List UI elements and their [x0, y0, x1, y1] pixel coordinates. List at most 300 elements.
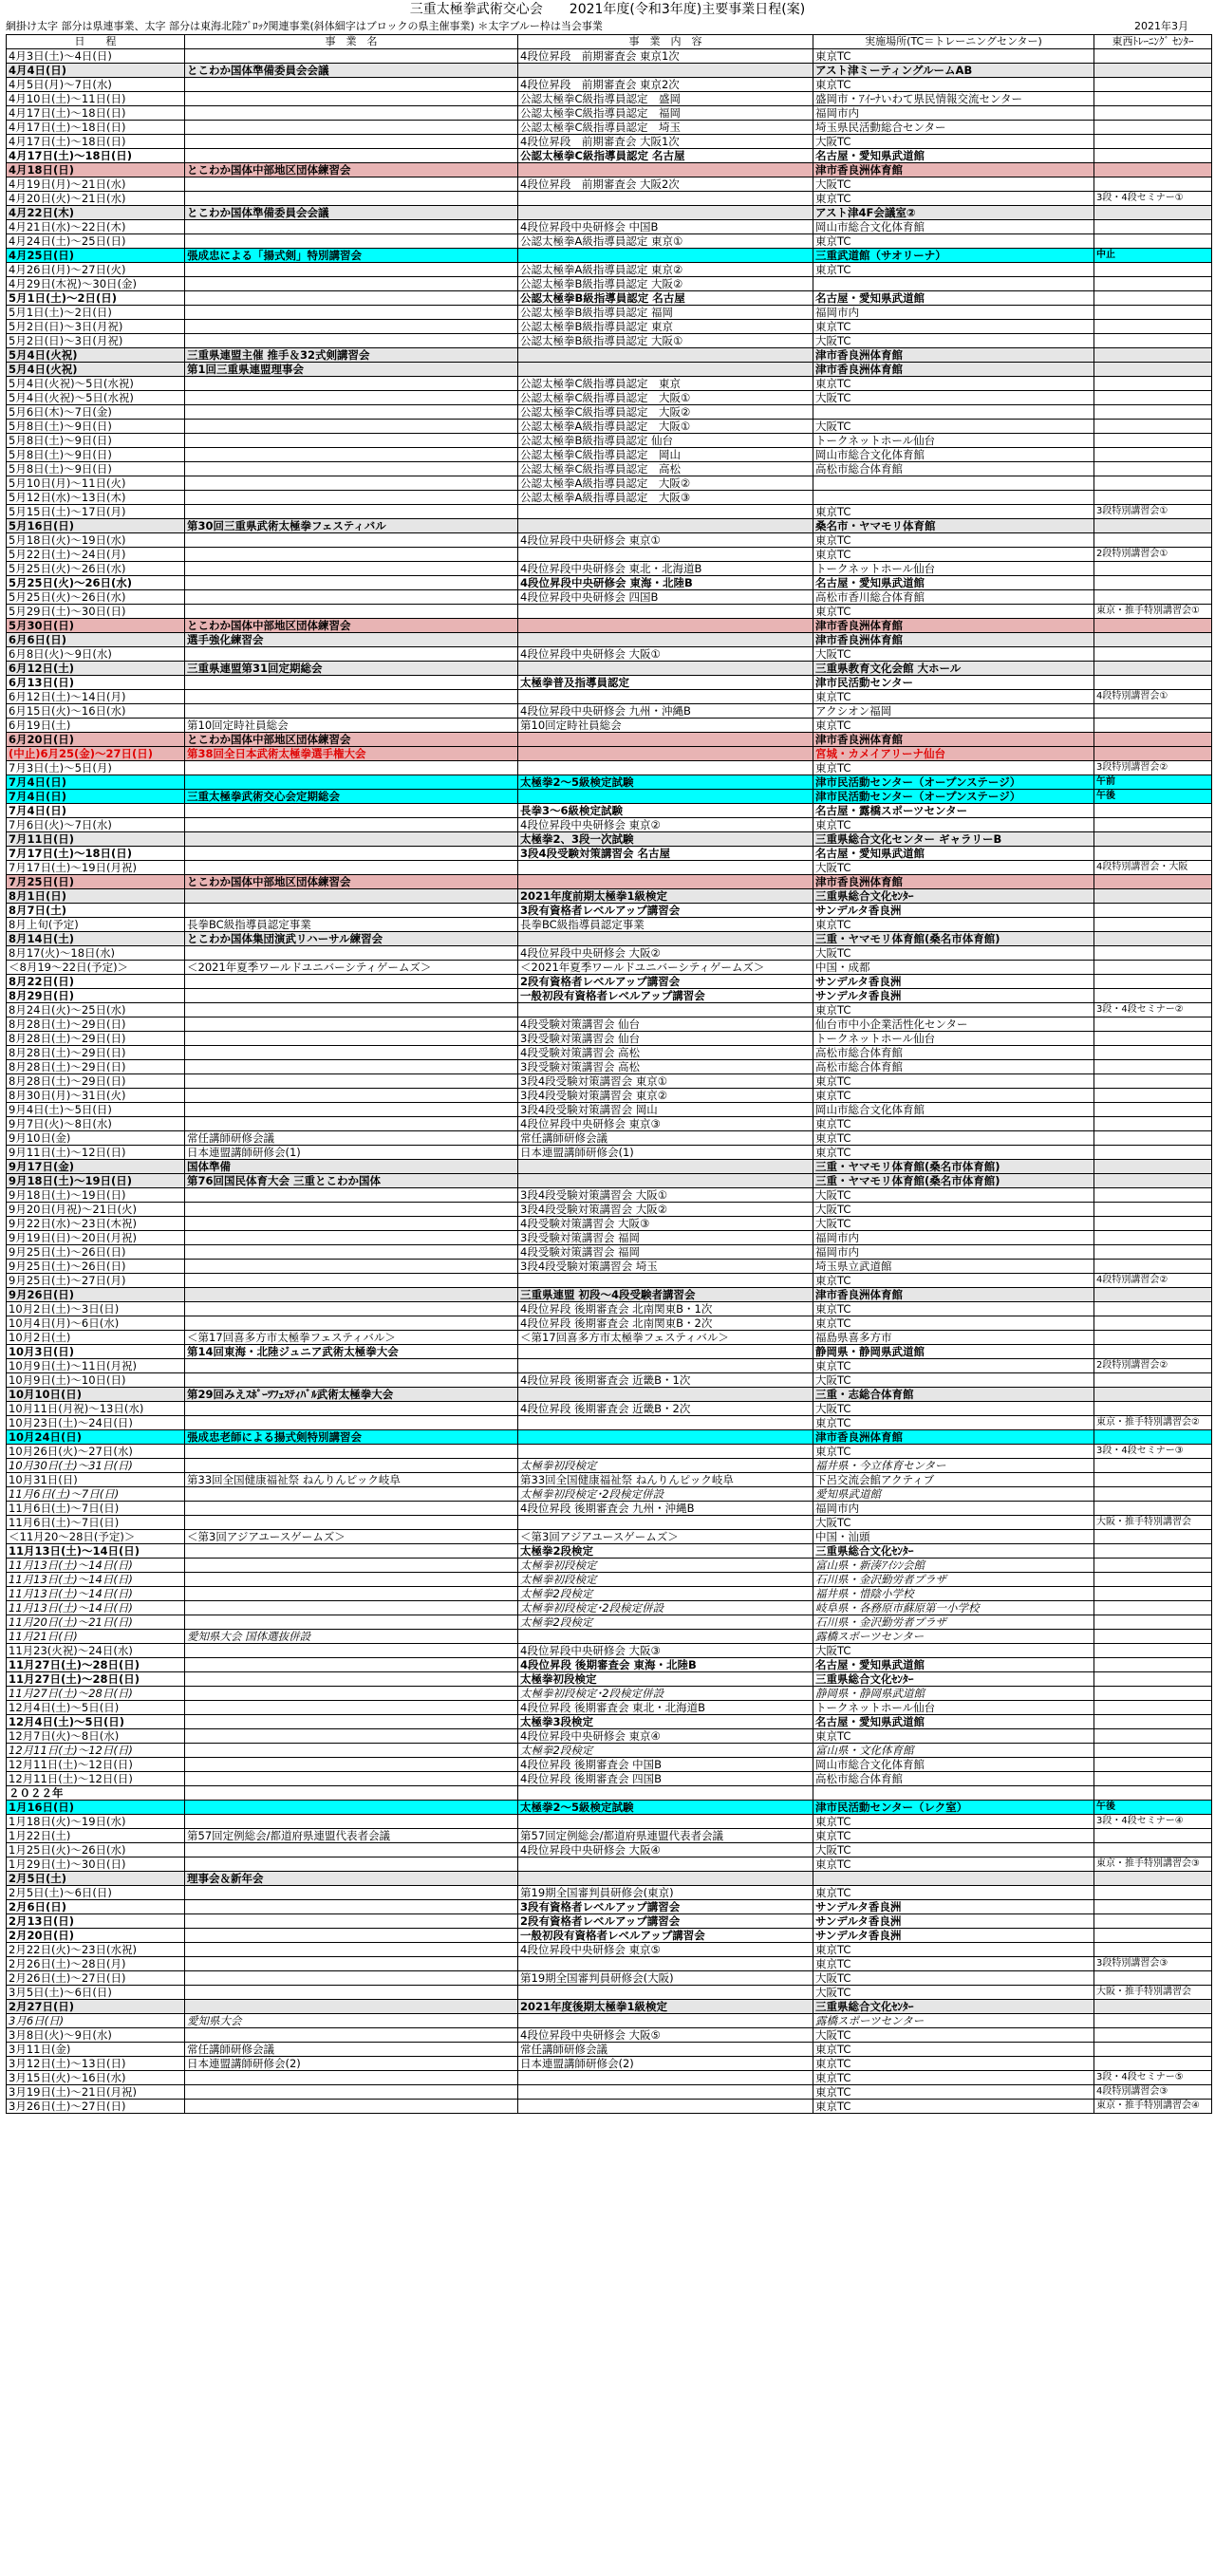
table-row [7, 1516, 1212, 1530]
cell-date: 10月2日(土)～3日(日) [7, 1302, 185, 1316]
cell-event: ＜2021年夏季ワールドユニバーシティゲームズ＞ [185, 961, 518, 975]
cell-tc [1094, 1459, 1212, 1473]
cell-venue: 福島県喜多方市 [813, 1331, 1094, 1345]
cell-tc [1094, 1914, 1212, 1929]
cell-content [518, 633, 813, 647]
cell-tc [1094, 904, 1212, 918]
table-row [7, 1815, 1212, 1829]
cell-event [185, 1744, 518, 1758]
cell-event [185, 704, 518, 719]
cell-tc [1094, 1544, 1212, 1559]
cell-tc [1094, 334, 1212, 348]
cell-venue: 津市民活動センター（オープンステージ） [813, 775, 1094, 790]
cell-tc [1094, 1074, 1212, 1089]
cell-venue: 三重武道館（サオリーナ） [813, 249, 1094, 263]
cell-content: 常任講師研修会議 [518, 2043, 813, 2057]
cell-date: 5月8日(土)～9日(日) [7, 462, 185, 476]
cell-content: ＜第17回喜多方市太極拳フェスティバル＞ [518, 1331, 813, 1345]
cell-venue: 石川県・金沢勤労者プラザ [813, 1573, 1094, 1587]
table-row [7, 491, 1212, 505]
table-row [7, 363, 1212, 377]
cell-event [185, 377, 518, 391]
legend-line [6, 19, 1209, 34]
cell-date: 9月17日(金) [7, 1160, 185, 1174]
cell-venue: アクシオン福岡 [813, 704, 1094, 719]
cell-date: 5月2日(日)～3日(月祝) [7, 320, 185, 334]
cell-tc [1094, 562, 1212, 576]
cell-venue: 津市香良洲体育館 [813, 875, 1094, 889]
cell-event: とこわか国体中部地区団体練習会 [185, 733, 518, 747]
cell-date: 7月4日(日) [7, 804, 185, 818]
table-row [7, 946, 1212, 961]
cell-date: 5月1日(土)～2日(日) [7, 291, 185, 306]
cell-content: 4段位昇段中央研修会 四国B [518, 590, 813, 605]
cell-event [185, 861, 518, 875]
table-row [7, 832, 1212, 847]
table-row [7, 1658, 1212, 1672]
cell-venue: 東京TC [813, 1416, 1094, 1430]
table-row [7, 1274, 1212, 1288]
cell-event: 張成忠による「揚式剣」特別講習会 [185, 249, 518, 263]
cell-venue: 東京TC [813, 1316, 1094, 1331]
cell-content: 公認太極拳B級指導員認定 東京 [518, 320, 813, 334]
cell-content [518, 1345, 813, 1359]
cell-event [185, 533, 518, 548]
cell-tc [1094, 1288, 1212, 1302]
table-row [7, 519, 1212, 533]
cell-content: 公認太極拳C級指導員認定 埼玉 [518, 121, 813, 135]
cell-content: 公認太極拳A級指導員認定 大阪① [518, 420, 813, 434]
cell-tc [1094, 1203, 1212, 1217]
table-row [7, 1345, 1212, 1359]
cell-content [518, 1003, 813, 1017]
cell-tc [1094, 1701, 1212, 1715]
cell-date: 3月5日(土)～6日(日) [7, 1986, 185, 2000]
cell-tc: 午後 [1094, 790, 1212, 804]
cell-date: 8月28日(土)～29日(日) [7, 1046, 185, 1060]
cell-tc [1094, 106, 1212, 121]
cell-date: 5月18日(火)～19日(水) [7, 533, 185, 548]
cell-event [185, 989, 518, 1003]
cell-event [185, 847, 518, 861]
cell-date: 7月25日(日) [7, 875, 185, 889]
cell-content [518, 192, 813, 206]
cell-venue [813, 277, 1094, 291]
cell-tc [1094, 2000, 1212, 2014]
cell-event [185, 277, 518, 291]
cell-date: 10月2日(土) [7, 1331, 185, 1345]
cell-content: 3段受験対策講習会 仙台 [518, 1032, 813, 1046]
table-row [7, 1089, 1212, 1103]
table-row [7, 1744, 1212, 1758]
cell-event [185, 889, 518, 904]
cell-content: 太極拳初段検定 [518, 1459, 813, 1473]
cell-event: 第29回みえｽﾎﾟｰﾂﾌｪｽﾃｨﾊﾞﾙ武術太極拳大会 [185, 1388, 518, 1402]
table-row [7, 263, 1212, 277]
table-row [7, 2043, 1212, 2057]
table-row [7, 619, 1212, 633]
cell-tc [1094, 405, 1212, 420]
cell-event [185, 946, 518, 961]
cell-event [185, 135, 518, 149]
cell-tc [1094, 1559, 1212, 1573]
cell-event [185, 1786, 518, 1801]
cell-venue: 東京TC [813, 2071, 1094, 2085]
cell-date: 5月29日(土)～30日(日) [7, 605, 185, 619]
cell-event: 国体準備 [185, 1160, 518, 1174]
cell-date: 4月5日(月)～7日(水) [7, 78, 185, 92]
cell-tc [1094, 1687, 1212, 1701]
cell-tc [1094, 832, 1212, 847]
cell-event [185, 391, 518, 405]
cell-tc [1094, 946, 1212, 961]
cell-content: 3段4段受験対策講習会 大阪① [518, 1188, 813, 1203]
cell-content: 太極拳2段検定 [518, 1587, 813, 1601]
cell-date: 10月9日(土)～11日(月祝) [7, 1359, 185, 1373]
cell-date: 11月27日(土)～28日(日) [7, 1672, 185, 1687]
cell-tc: 3段・4段セミナー⑤ [1094, 2071, 1212, 2085]
table-row [7, 448, 1212, 462]
cell-tc [1094, 2028, 1212, 2043]
cell-event [185, 1929, 518, 1943]
cell-event [185, 1402, 518, 1416]
table-row [7, 875, 1212, 889]
cell-date: 8月28日(土)～29日(日) [7, 1017, 185, 1032]
cell-content [518, 1516, 813, 1530]
cell-venue: 三重県総合文化ｾﾝﾀｰ [813, 889, 1094, 904]
cell-date: 11月13日(土)～14日(日) [7, 1573, 185, 1587]
table-row [7, 434, 1212, 448]
cell-content: 日本連盟講師研修会(1) [518, 1146, 813, 1160]
cell-date: 9月4日(土)～5日(日) [7, 1103, 185, 1117]
cell-content: 4段位昇段中央研修会 中国B [518, 220, 813, 234]
cell-content [518, 932, 813, 946]
cell-venue: 東京TC [813, 690, 1094, 704]
cell-venue: 宮城・カメイアリーナ仙台 [813, 747, 1094, 761]
cell-venue: 大阪TC [813, 946, 1094, 961]
cell-date: 8月28日(土)～29日(日) [7, 1074, 185, 1089]
cell-venue [813, 405, 1094, 420]
cell-venue: 大阪TC [813, 1373, 1094, 1388]
cell-event [185, 1502, 518, 1516]
table-row [7, 1188, 1212, 1203]
cell-venue: 下呂交流会館アクティブ [813, 1473, 1094, 1487]
cell-date: 11月23(火祝)～24日(水) [7, 1644, 185, 1658]
cell-event: とこわか国体中部地区団体練習会 [185, 163, 518, 177]
cell-date: 10月11日(月祝)～13日(水) [7, 1402, 185, 1416]
cell-tc [1094, 348, 1212, 363]
cell-venue: 大阪TC [813, 2028, 1094, 2043]
cell-venue: 露橋スポーツセンター [813, 1630, 1094, 1644]
table-row [7, 1487, 1212, 1502]
cell-venue: 東京TC [813, 1359, 1094, 1373]
cell-tc [1094, 377, 1212, 391]
table-row [7, 1103, 1212, 1117]
cell-tc [1094, 163, 1212, 177]
table-row [7, 1131, 1212, 1146]
cell-content: ＜2021年夏季ワールドユニバーシティゲームズ＞ [518, 961, 813, 975]
cell-venue: トークネットホール仙台 [813, 434, 1094, 448]
cell-content [518, 1160, 813, 1174]
cell-event [185, 1017, 518, 1032]
cell-tc: 東京・推手特別講習会② [1094, 1416, 1212, 1430]
cell-event [185, 1060, 518, 1074]
table-row [7, 918, 1212, 932]
cell-content: 4段位昇段中央研修会 東北・北海道B [518, 562, 813, 576]
table-row [7, 1544, 1212, 1559]
cell-event: 三重県連盟第31回定期総会 [185, 662, 518, 676]
cell-event: とこわか国体準備委員会会議 [185, 64, 518, 78]
cell-event [185, 1445, 518, 1459]
cell-event: 日本連盟講師研修会(1) [185, 1146, 518, 1160]
cell-content: 公認太極拳C級指導員認定 福岡 [518, 106, 813, 121]
cell-date: 11月6日(土)～7日(日) [7, 1487, 185, 1502]
cell-tc [1094, 206, 1212, 220]
table-row [7, 804, 1212, 818]
cell-tc [1094, 1231, 1212, 1245]
cell-venue: 三重県教育文化会館 大ホール [813, 662, 1094, 676]
cell-event [185, 220, 518, 234]
cell-venue: 津市民活動センター（レク室） [813, 1801, 1094, 1815]
cell-content [518, 605, 813, 619]
cell-tc [1094, 1388, 1212, 1402]
cell-venue: サンデルタ香良洲 [813, 1914, 1094, 1929]
table-row [7, 1203, 1212, 1217]
cell-tc [1094, 1089, 1212, 1103]
cell-venue: 大阪TC [813, 391, 1094, 405]
cell-content [518, 2071, 813, 2085]
cell-date: 3月15日(火)～16日(水) [7, 2071, 185, 2085]
cell-date: 10月31日(日) [7, 1473, 185, 1487]
cell-content: 4段位昇段 後期審査会 近畿B・2次 [518, 1402, 813, 1416]
cell-tc: 4段特別講習会② [1094, 1274, 1212, 1288]
cell-venue: 大阪TC [813, 1516, 1094, 1530]
cell-content: ＜第3回アジアユースゲームズ＞ [518, 1530, 813, 1544]
cell-venue: 富山県・新湊ｱｲｼﾝ会館 [813, 1559, 1094, 1573]
cell-tc [1094, 49, 1212, 64]
cell-content: 太極拳初段検定 [518, 1573, 813, 1587]
cell-content [518, 1416, 813, 1430]
cell-tc [1094, 1017, 1212, 1032]
cell-venue: 東京TC [813, 533, 1094, 548]
table-row [7, 1231, 1212, 1245]
cell-date: 7月17日(土)～18日(日) [7, 847, 185, 861]
cell-venue: 高松市総合体育館 [813, 462, 1094, 476]
table-row [7, 1715, 1212, 1729]
table-row [7, 177, 1212, 192]
table-row [7, 1929, 1212, 1943]
cell-content [518, 505, 813, 519]
cell-date: 2月5日(土) [7, 1872, 185, 1886]
cell-tc [1094, 1032, 1212, 1046]
cell-event [185, 1587, 518, 1601]
cell-date: 4月17日(土)～18日(日) [7, 106, 185, 121]
cell-tc: 3段・4段セミナー① [1094, 192, 1212, 206]
cell-venue: 東京TC [813, 1815, 1094, 1829]
table-row [7, 1530, 1212, 1544]
cell-venue: 東京TC [813, 1003, 1094, 1017]
table-row [7, 1672, 1212, 1687]
table-row [7, 1402, 1212, 1416]
cell-tc [1094, 1786, 1212, 1801]
table-row [7, 1729, 1212, 1744]
cell-tc [1094, 1758, 1212, 1772]
cell-date: 5月4日(火祝) [7, 348, 185, 363]
cell-tc [1094, 576, 1212, 590]
cell-venue: 福井県・惜陰小学校 [813, 1587, 1094, 1601]
cell-venue: 東京TC [813, 505, 1094, 519]
cell-event [185, 1046, 518, 1060]
cell-venue: 大阪TC [813, 1843, 1094, 1857]
cell-content: 4段位昇段 前期審査会 大阪1次 [518, 135, 813, 149]
cell-venue [813, 1786, 1094, 1801]
cell-event [185, 1373, 518, 1388]
table-row [7, 1986, 1212, 2000]
table-row [7, 1943, 1212, 1957]
cell-event [185, 263, 518, 277]
cell-tc: 大阪・推手特別講習会 [1094, 1986, 1212, 2000]
cell-event [185, 462, 518, 476]
cell-date: 8月17(火)～18日(水) [7, 946, 185, 961]
cell-event: 第14回東海・北陸ジュニア武術太極拳大会 [185, 1345, 518, 1359]
cell-tc [1094, 1430, 1212, 1445]
cell-date: 5月25日(火)～26日(水) [7, 590, 185, 605]
column-header-content: 事 業 内 容 [518, 35, 813, 49]
table-row [7, 1914, 1212, 1929]
cell-content: 太極拳2～5級検定試験 [518, 1801, 813, 1815]
cell-tc [1094, 989, 1212, 1003]
cell-date: 11月13日(土)～14日(日) [7, 1587, 185, 1601]
cell-venue: 東京TC [813, 1131, 1094, 1146]
cell-event [185, 1559, 518, 1573]
table-row [7, 306, 1212, 320]
cell-event [185, 1231, 518, 1245]
cell-date: 8月28日(土)～29日(日) [7, 1032, 185, 1046]
cell-content: 公認太極拳A級指導員認定 東京② [518, 263, 813, 277]
cell-event [185, 1089, 518, 1103]
cell-content [518, 1986, 813, 2000]
cell-venue: 埼玉県立武道館 [813, 1260, 1094, 1274]
table-row [7, 135, 1212, 149]
cell-content: 第19期全国審判員研修会(大阪) [518, 1971, 813, 1986]
cell-event [185, 2100, 518, 2114]
table-row [7, 277, 1212, 291]
cell-event [185, 434, 518, 448]
cell-date: 3月26日(土)～27日(日) [7, 2100, 185, 2114]
cell-event [185, 1573, 518, 1587]
cell-tc [1094, 1658, 1212, 1672]
table-row [7, 989, 1212, 1003]
table-row [7, 163, 1212, 177]
cell-date: 6月8日(火)～9日(水) [7, 647, 185, 662]
cell-content [518, 249, 813, 263]
cell-event: 第30回三重県武術太極拳フェスティバル [185, 519, 518, 533]
cell-event [185, 448, 518, 462]
cell-event [185, 1074, 518, 1089]
cell-tc [1094, 1160, 1212, 1174]
cell-date: 11月6日(土)～7日(日) [7, 1516, 185, 1530]
table-row [7, 1615, 1212, 1630]
cell-date: 2月22日(火)～23日(水祝) [7, 1943, 185, 1957]
cell-venue: 三重・志総合体育館 [813, 1388, 1094, 1402]
table-row [7, 1601, 1212, 1615]
cell-content [518, 1359, 813, 1373]
cell-content: 日本連盟講師研修会(2) [518, 2057, 813, 2071]
cell-date: 11月27日(土)～28日(日) [7, 1687, 185, 1701]
cell-date: 11月21日(日) [7, 1630, 185, 1644]
cell-date: 8月29日(日) [7, 989, 185, 1003]
document-date: 2021年3月 [1134, 20, 1188, 32]
cell-date: 9月26日(日) [7, 1288, 185, 1302]
cell-tc [1094, 747, 1212, 761]
cell-venue: 桑名市・ヤマモリ体育館 [813, 519, 1094, 533]
cell-date: 5月25日(火)～26日(水) [7, 562, 185, 576]
cell-tc [1094, 1715, 1212, 1729]
cell-event: 第57回定例総会/都道府県連盟代表者会議 [185, 1829, 518, 1843]
cell-tc: 3段・4段セミナー② [1094, 1003, 1212, 1017]
cell-content: 3段有資格者レベルアップ講習会 [518, 904, 813, 918]
cell-tc [1094, 1872, 1212, 1886]
cell-tc [1094, 1302, 1212, 1316]
cell-tc: 3段特別講習会① [1094, 505, 1212, 519]
cell-content [518, 2085, 813, 2100]
cell-event [185, 832, 518, 847]
cell-tc [1094, 1729, 1212, 1744]
cell-date: 3月19日(土)～21日(月祝) [7, 2085, 185, 2100]
table-row [7, 1373, 1212, 1388]
cell-date: 5月4日(火祝)～5日(水祝) [7, 391, 185, 405]
cell-tc [1094, 1573, 1212, 1587]
cell-tc [1094, 918, 1212, 932]
cell-date: 7月17日(土)～19日(月祝) [7, 861, 185, 875]
cell-date: 1月22日(土) [7, 1829, 185, 1843]
cell-content: 3段4段受験対策講習会 埼玉 [518, 1260, 813, 1274]
cell-content: 3段4段受験対策講習会 名古屋 [518, 847, 813, 861]
cell-event [185, 676, 518, 690]
table-row [7, 334, 1212, 348]
cell-date: 6月12日(土) [7, 662, 185, 676]
cell-venue: 津市香良洲体育館 [813, 619, 1094, 633]
cell-date: 12月7日(火)～8日(水) [7, 1729, 185, 1744]
table-row [7, 647, 1212, 662]
cell-event [185, 1516, 518, 1530]
cell-tc [1094, 2043, 1212, 2057]
column-header-venue: 実施場所(TC＝トレーニングセンター) [813, 35, 1094, 49]
table-row [7, 391, 1212, 405]
cell-content: 太極拳2、3段一次試験 [518, 832, 813, 847]
table-row [7, 2000, 1212, 2014]
table-row [7, 633, 1212, 647]
cell-tc [1094, 1245, 1212, 1260]
cell-event: とこわか国体集団演武リハーサル練習会 [185, 932, 518, 946]
cell-content [518, 1388, 813, 1402]
cell-content: 3段有資格者レベルアップ講習会 [518, 1900, 813, 1914]
table-row [7, 1331, 1212, 1345]
cell-date: 1月18日(火)～19日(水) [7, 1815, 185, 1829]
cell-event: とこわか国体中部地区団体練習会 [185, 619, 518, 633]
cell-event [185, 1900, 518, 1914]
cell-venue: 大阪TC [813, 135, 1094, 149]
cell-date: 9月25日(土)～26日(日) [7, 1260, 185, 1274]
cell-event [185, 505, 518, 519]
cell-content: 公認太極拳C級指導員認定 大阪① [518, 391, 813, 405]
cell-venue: サンデルタ香良洲 [813, 904, 1094, 918]
cell-date: 7月11日(日) [7, 832, 185, 847]
cell-tc [1094, 149, 1212, 163]
cell-tc [1094, 1943, 1212, 1957]
cell-event [185, 334, 518, 348]
cell-event: 理事会＆新年会 [185, 1872, 518, 1886]
